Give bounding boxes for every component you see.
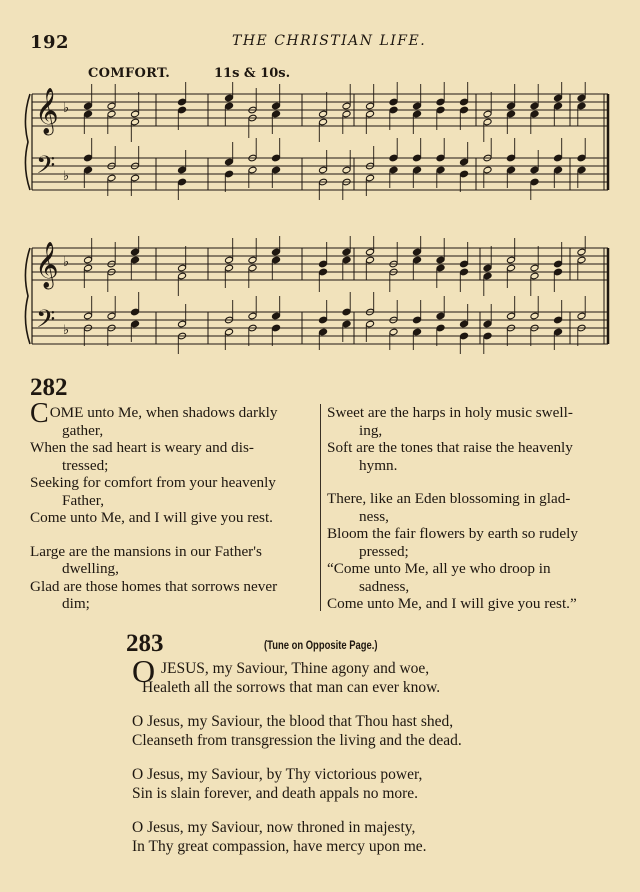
hymn-282-left-column [30, 398, 278, 613]
drop-cap: C [30, 398, 49, 429]
running-title: THE CHRISTIAN LIFE. [232, 33, 427, 49]
verse-line: Cleanseth from transgression the living and the dead. [132, 731, 462, 749]
verse-line: tressed; [62, 456, 109, 474]
page-number: 192 [30, 32, 70, 53]
verse-line: Come unto Me, and I will give you rest. [30, 509, 273, 526]
verse-line: Come unto Me, and I will give you rest.” [327, 595, 577, 612]
verse-line: O Jesus, my Saviour, now throned in majesty, [132, 819, 416, 836]
hymn-number-282: 282 [30, 374, 68, 401]
music-score-system-2 [0, 236, 640, 368]
verse-line: Bloom the fair flowers by earth so rudely [327, 525, 578, 542]
verse-line: COME unto Me, when shadows darkly [30, 398, 278, 429]
bass-staff [32, 158, 608, 190]
svg-text:♭: ♭ [63, 323, 70, 338]
verse-line: In Thy great compassion, have mercy upon me. [132, 837, 427, 855]
drop-cap: O [132, 653, 156, 689]
verse-line: “Come unto Me, all ye who droop in [327, 560, 551, 577]
tune-name: COMFORT. [88, 66, 171, 81]
verse-line: gather, [62, 421, 104, 439]
bass-clef-icon: 𝄢 [36, 151, 56, 186]
verse-line: When the sad heart is weary and dis- [30, 439, 254, 456]
verse-line: Large are the mansions in our Father's [30, 542, 262, 560]
hymn-283-text [132, 653, 462, 856]
verse-line: ing, [359, 421, 383, 439]
svg-text:♭: ♭ [63, 255, 70, 270]
verse-line: Seeking for comfort from your heavenly [30, 474, 276, 491]
verse-line: sadness, [359, 577, 410, 595]
music-score-system-1 [0, 82, 640, 214]
column-divider [320, 404, 321, 611]
verse-line: Sin is slain forever, and death appals no more. [132, 784, 419, 802]
verse-line: O JESUS, my Saviour, Thine agony and woe, [132, 653, 430, 689]
bass-clef-icon: 𝄢 [36, 305, 56, 340]
hymn-number-283: 283 [126, 630, 164, 657]
verse-line: Father, [62, 491, 104, 509]
treble-clef-icon: 𝄞 [35, 88, 59, 134]
svg-text:♭: ♭ [63, 169, 70, 184]
tune-meter: 11s & 10s. [214, 66, 291, 81]
treble-clef-icon: 𝄞 [35, 242, 59, 288]
tune-reference: (Tune on Opposite Page.) [264, 640, 378, 652]
svg-text:♭: ♭ [63, 101, 70, 116]
verse-line: pressed; [359, 542, 409, 560]
verse-line: Sweet are the harps in holy music swell- [327, 404, 573, 421]
verse-line: ness, [359, 507, 389, 525]
verse-line: Healeth all the sorrows that man can ever know. [142, 678, 441, 696]
verse-line: hymn. [359, 456, 398, 474]
verse-line: dwelling, [62, 560, 119, 577]
verse-line: Glad are those homes that sorrows never [30, 577, 278, 595]
verse-line: There, like an Eden blossoming in glad- [327, 490, 571, 507]
hymn-282-right-column [327, 404, 578, 613]
bass-staff [32, 312, 608, 344]
verse-line: O Jesus, my Saviour, by Thy victorious power, [132, 766, 423, 783]
verse-line: dim; [62, 595, 90, 612]
verse-line: O Jesus, my Saviour, the blood that Thou hast shed, [132, 713, 454, 730]
verse-line: Soft are the tones that raise the heavenly [327, 439, 573, 456]
